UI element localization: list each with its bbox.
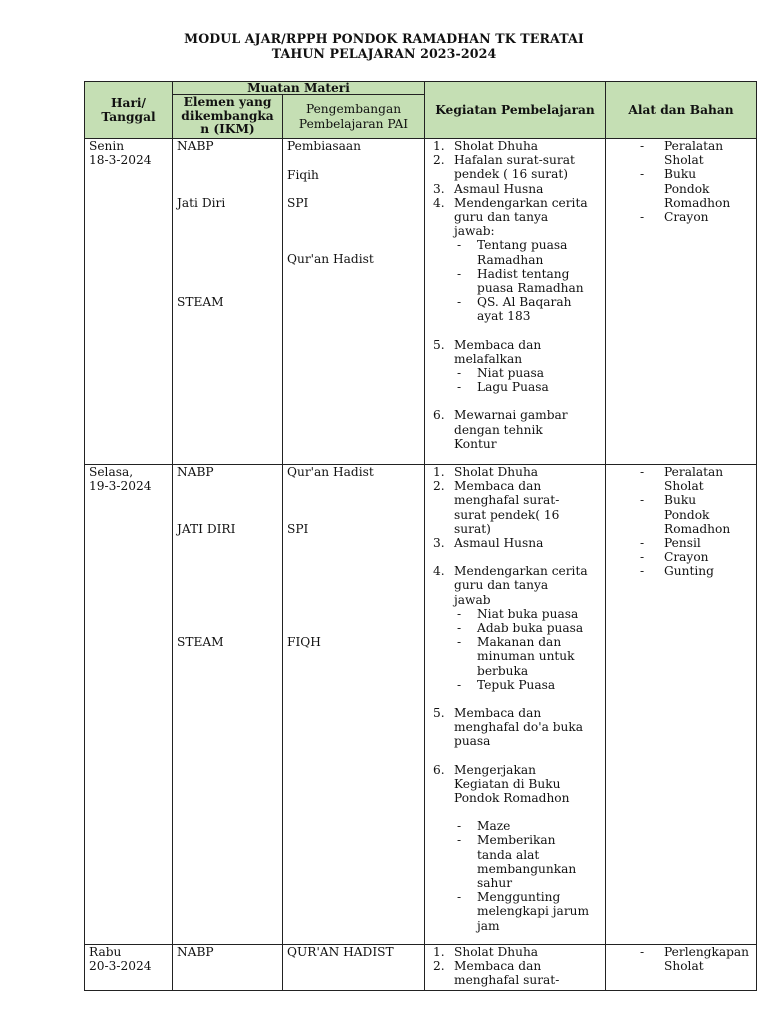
pengembangan-item: Fiqih	[287, 168, 319, 182]
kegiatan-subitem: - Niat buka puasa	[457, 606, 579, 621]
kegiatan-item: 3. Asmaul Husna	[433, 536, 544, 551]
header-alat-bahan: Alat dan Bahan	[606, 82, 757, 139]
document-subtitle: TAHUN PELAJARAN 2023-2024	[271, 46, 497, 61]
alat-item: - Pensil	[640, 536, 701, 551]
kegiatan-item: 4. Mendengarkan cerita guru dan tanya jawab:	[433, 195, 588, 239]
cell-elemen	[173, 945, 283, 991]
pengembangan-item: Qur'an Hadist	[287, 465, 374, 479]
hari-label: Rabu	[89, 945, 122, 959]
cell-kegiatan	[425, 139, 606, 465]
elemen-item: JATI DIRI	[177, 522, 236, 536]
header-pengembangan: Pengembangan Pembelajaran PAI	[283, 95, 425, 139]
table-row	[85, 139, 757, 465]
cell-pengembangan	[283, 465, 425, 945]
cell-hari	[85, 465, 173, 945]
kegiatan-item: 6. Mewarnai gambar dengan tehnik Kontur	[433, 408, 568, 451]
alat-item: - Buku Pondok Romadhon	[640, 167, 731, 210]
cell-elemen	[173, 139, 283, 465]
elemen-item: NABP	[177, 945, 214, 959]
tanggal-label: 18-3-2024	[89, 153, 152, 168]
header-kegiatan: Kegiatan Pembelajaran	[425, 82, 606, 139]
cell-alat	[606, 139, 757, 465]
alat-item: - Peralatan Sholat	[640, 465, 724, 494]
elemen-item: NABP	[177, 139, 214, 153]
alat-item: - Buku Pondok Romadhon	[640, 493, 731, 536]
kegiatan-subitem: - Tepuk Puasa	[457, 677, 556, 692]
alat-item: - Gunting	[640, 564, 714, 579]
cell-alat	[606, 465, 757, 945]
kegiatan-subitem: - Maze	[457, 819, 511, 834]
kegiatan-subitem: - Adab buka puasa	[457, 621, 584, 636]
hari-label: Senin	[89, 139, 125, 153]
alat-item: - Crayon	[640, 550, 709, 565]
pengembangan-item: Qur'an Hadist	[287, 252, 374, 266]
kegiatan-item: 2. Hafalan surat-surat pendek ( 16 surat)	[433, 153, 575, 182]
cell-hari	[85, 945, 173, 991]
elemen-item: NABP	[177, 465, 214, 479]
pengembangan-item: QUR'AN HADIST	[287, 945, 394, 959]
kegiatan-item: 1. Sholat Dhuha	[433, 139, 539, 153]
kegiatan-subitem: - Memberikan tanda alat membangunkan sahur	[457, 833, 577, 891]
rpph-table	[84, 81, 757, 991]
kegiatan-item: 2. Membaca dan menghafal surat-	[433, 959, 560, 988]
kegiatan-subitem: - Tentang puasa Ramadhan	[457, 238, 568, 267]
kegiatan-subitem: - Hadist tentang puasa Ramadhan	[457, 266, 584, 296]
pengembangan-item: SPI	[287, 196, 309, 210]
kegiatan-subitem: - Makanan dan minuman untuk berbuka	[457, 635, 575, 678]
pengembangan-item: SPI	[287, 522, 309, 536]
tanggal-label: 20-3-2024	[89, 959, 152, 974]
cell-kegiatan	[425, 945, 606, 991]
alat-item: - Perlengkapan Sholat	[640, 945, 750, 974]
cell-hari	[85, 139, 173, 465]
kegiatan-item: 1. Sholat Dhuha	[433, 465, 539, 479]
cell-kegiatan	[425, 465, 606, 945]
kegiatan-subitem: - Niat puasa	[457, 366, 545, 381]
kegiatan-subitem: - QS. Al Baqarah ayat 183	[457, 295, 572, 324]
kegiatan-item: 6. Mengerjakan Kegiatan di Buku Pondok Romadhon	[433, 762, 570, 806]
header-elemen: Elemen yang dikembangka n (IKM)	[173, 95, 283, 139]
kegiatan-item: 2. Membaca dan menghafal surat- surat pendek( 16 surat)	[433, 479, 560, 536]
alat-item: - Peralatan Sholat	[640, 139, 724, 168]
tanggal-label: 19-3-2024	[89, 479, 152, 494]
cell-elemen	[173, 465, 283, 945]
kegiatan-item: 4. Mendengarkan cerita guru dan tanya jawab	[433, 564, 588, 607]
pengembangan-item: Pembiasaan	[287, 139, 362, 153]
table-row	[85, 465, 757, 945]
alat-item: - Crayon	[640, 210, 709, 225]
kegiatan-item: 1. Sholat Dhuha	[433, 945, 539, 959]
elemen-item: STEAM	[177, 635, 224, 649]
kegiatan-item: 5. Membaca dan menghafal do'a buka puasa	[433, 706, 584, 749]
kegiatan-subitem: - Menggunting melengkapi jarum jam	[457, 890, 590, 933]
hari-label: Selasa,	[89, 465, 134, 479]
kegiatan-item: 5. Membaca dan melafalkan	[433, 337, 542, 366]
elemen-item: Jati Diri	[177, 196, 226, 210]
document-title: MODUL AJAR/RPPH PONDOK RAMADHAN TK TERATAI	[184, 31, 584, 46]
kegiatan-subitem: - Lagu Puasa	[457, 380, 549, 395]
kegiatan-item: 3. Asmaul Husna	[433, 181, 544, 196]
cell-pengembangan	[283, 945, 425, 991]
elemen-item: STEAM	[177, 295, 224, 309]
header-hari-tanggal: Hari/ Tanggal	[85, 82, 173, 139]
table-row	[85, 945, 757, 991]
cell-pengembangan	[283, 139, 425, 465]
pengembangan-item: FIQH	[287, 635, 321, 649]
header-muatan-materi: Muatan Materi	[173, 82, 425, 95]
cell-alat	[606, 945, 757, 991]
